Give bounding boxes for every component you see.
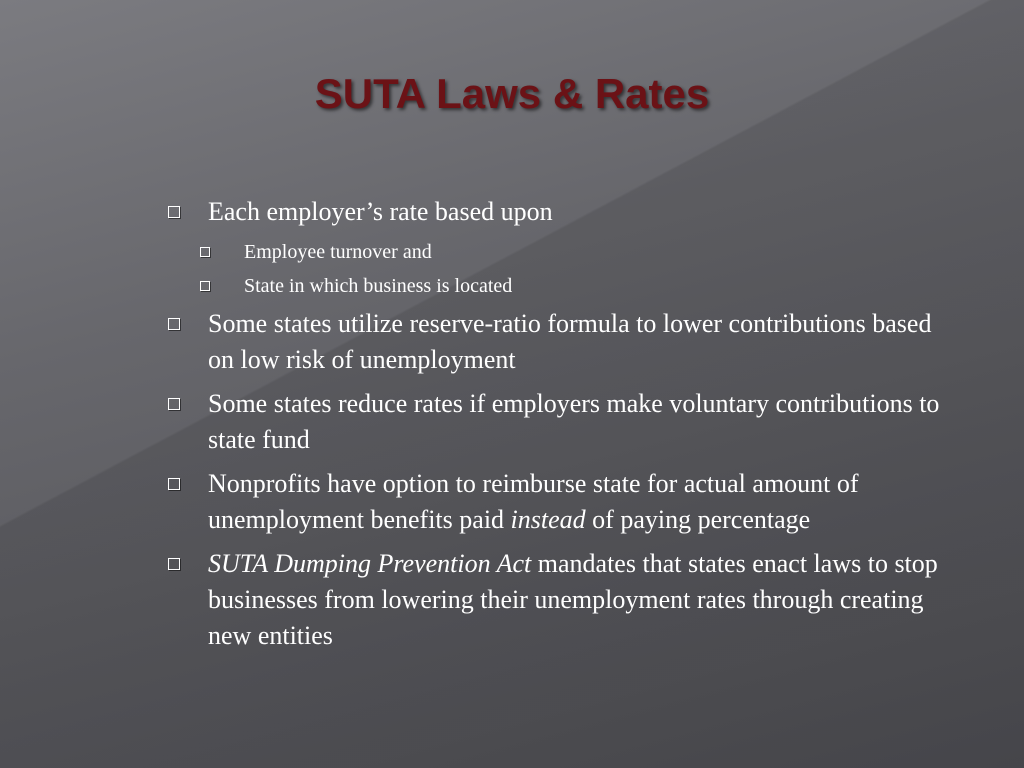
hollow-square-bullet-icon	[168, 478, 180, 490]
bullet-text: Employee turnover and	[244, 241, 432, 263]
hollow-square-bullet-icon	[200, 247, 210, 257]
bullet-item	[160, 546, 950, 654]
bullet-text: State in which business is located	[244, 275, 513, 297]
bullet-text: Some states reduce rates if employers make voluntary contributions to state fund	[208, 389, 940, 454]
bullet-text-italic: instead	[510, 505, 586, 534]
sub-bullet-item	[160, 238, 950, 266]
bullet-text: Each employer’s rate based upon	[208, 197, 553, 226]
sub-bullet-item	[160, 272, 950, 300]
bullet-item	[160, 194, 950, 230]
hollow-square-bullet-icon	[168, 398, 180, 410]
hollow-square-bullet-icon	[168, 318, 180, 330]
hollow-square-bullet-icon	[200, 281, 210, 291]
bullet-item	[160, 466, 950, 538]
bullet-list	[160, 194, 950, 662]
slide-title: SUTA Laws & Rates	[314, 70, 710, 117]
bullet-text-end: mandates that states enact laws to stop businesses from lowering their unemployment rates through creating new entities	[208, 549, 938, 650]
bullet-text-end: of paying percentage	[585, 505, 811, 534]
hollow-square-bullet-icon	[168, 206, 180, 218]
bullet-text-start: Nonprofits have option to reimburse state for actual amount of unemployment benefits paid	[208, 469, 859, 534]
bullet-text: Some states utilize reserve-ratio formula to lower contributions based on low risk of unemployment	[208, 309, 932, 374]
bullet-text-italic: SUTA Dumping Prevention Act	[208, 549, 532, 578]
hollow-square-bullet-icon	[168, 558, 180, 570]
bullet-item	[160, 386, 950, 458]
bullet-item	[160, 306, 950, 378]
